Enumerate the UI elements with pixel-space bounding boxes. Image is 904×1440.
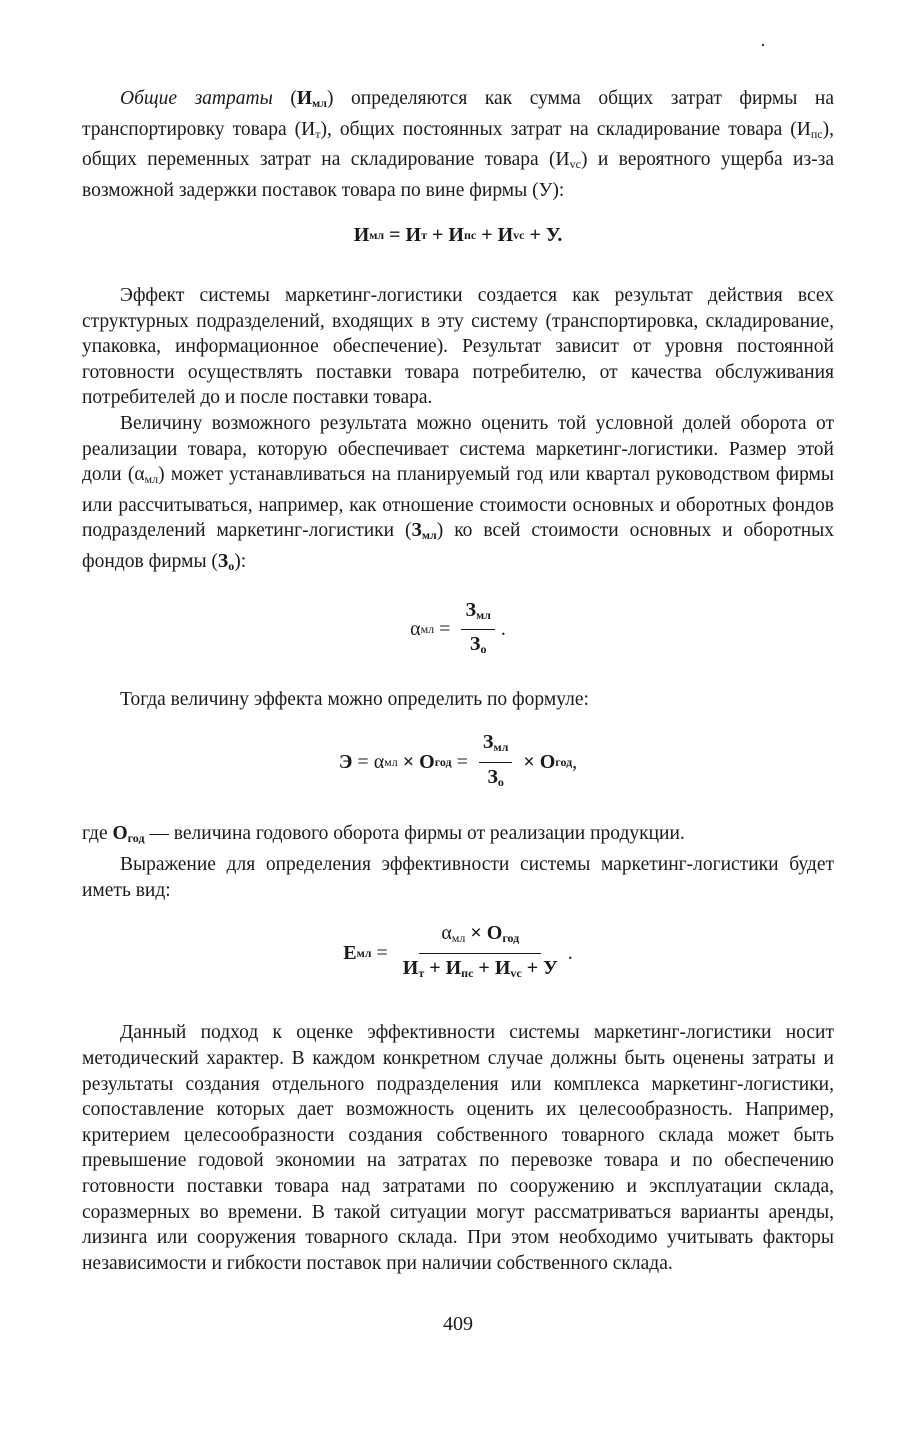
scan-speck <box>762 44 764 46</box>
formula-efficiency: Е мл = $\frac{\alpha_{мл} \times О_{год}}{И_т + И_{пс} + И_{vc} + У}$ . <box>82 921 834 986</box>
paragraph-where: где $О_{год}$ — величина годового оборота фирмы от реализации продукции. <box>82 823 685 846</box>
formula-total-costs: И мл = И т + И пс + И vc + У. <box>353 224 563 247</box>
fraction: $\frac{З_{мл}}{З_о}$ <box>479 730 512 795</box>
fraction: $\frac{З_{мл}}{З_о}$ <box>461 598 494 663</box>
paragraph-expression: Выражение для определения эффективности системы маркетинг-логистики будет иметь вид: <box>82 854 834 901</box>
paragraph-result-share: Величину возможного результата можно оценить той условной долей оборота от реализации товара, которую обеспечивает система маркетинг-логистики. Размер этой доли $(\alpha_{мл})$ может устанавливаться на планируемый год или квартал руководством фирмы или рассчитываться, например, как отношение стоимости основных и оборотных фондов подразделений маркетинг-логистики $(З_{мл})$ ко всей стоимости основных и оборотных фондов фирмы $(З_о)$: <box>82 412 835 573</box>
formula-effect: Э = α мл × О год = $\frac{З_{мл}}{З_о}$ × О год , <box>82 730 834 795</box>
italic-term: Общие затраты <box>120 88 273 109</box>
paragraph-total-costs: Общие затраты $(И_{мл})$ определяются как сумма общих затрат фирмы на транспортировку товара $(И_т)$, общих постоянных затрат на складирование товара $(И_{пс})$, общих переменных затрат на складирование товара $(И_{vc})$ и вероятного ущерба из-за возможной задержки поставок товара по вине фирмы (У): <box>82 88 835 201</box>
paragraph-effect: Эффект системы маркетинг-логистики создается как результат действия всех структурных подразделений, входящих в эту систему (транспортировка, складирование, упаковка, информационное обеспечение). Результат зависит от уровня постоянной готовности осуществлять поставки товара потребителю, от качества обслуживания потребителей до и после поставки товара. <box>82 284 834 409</box>
page-number: 409 <box>443 1313 473 1336</box>
book-page <box>82 86 834 1338</box>
paragraph-then: Тогда величину эффекта можно определить по формуле: <box>120 688 589 710</box>
formula-alpha: α мл = $\frac{З_{мл}}{З_о}$ . <box>82 598 834 663</box>
fraction: $\frac{\alpha_{мл} \times О_{год}}{И_т + И_{пс} + И_{vc} + У}$ <box>402 922 558 980</box>
paragraph-approach: Данный подход к оценке эффективности системы маркетинг-логистики носит методический характер. В каждом конкретном случае должны быть оценены затраты и результаты создания отдельного подразделения или комплекса маркетинг-логистики, сопоставление которых дает возможность оценить их целесообразность. Например, критерием целесообразности создания собственного товарного склада может быть превышение годовой экономии на затратах по перевозке товара и по обеспечению готовности поставки товара над затратами по сооружению и эксплуатации склада, соразмерных во времени. В такой ситуации могут рассматриваться варианты аренды, лизинга или сооружения товарного склада. При этом необходимо учитывать факторы независимости и гибкости поставок при наличии собственного склада. <box>82 1022 834 1274</box>
